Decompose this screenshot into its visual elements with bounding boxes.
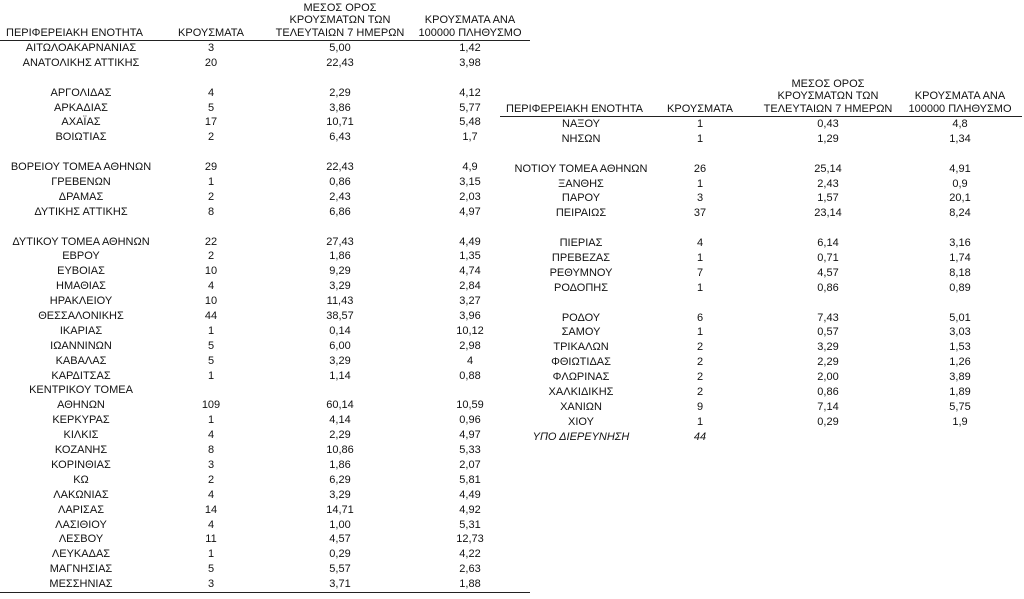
avg-cell: 22,43 bbox=[326, 161, 354, 174]
region-cell: ΚΑΡΔΙΤΣΑΣ bbox=[51, 369, 111, 382]
region-cell: ΘΕΣΣΑΛΟΝΙΚΗΣ bbox=[38, 310, 124, 323]
region-cell: ΦΛΩΡΙΝΑΣ bbox=[552, 371, 610, 384]
avg-cell: 10,86 bbox=[326, 444, 354, 457]
region-cell: ΠΑΡΟΥ bbox=[561, 192, 601, 205]
region-cell: ΚΕΝΤΡΙΚΟΥ ΤΟΜΕΑ bbox=[29, 384, 133, 397]
cases-cell: 1 bbox=[696, 281, 704, 294]
spacer-row bbox=[500, 147, 1022, 162]
region-cell: ΤΡΙΚΑΛΩΝ bbox=[553, 341, 609, 354]
region-cell: ΓΡΕΒΕΝΩΝ bbox=[51, 176, 111, 189]
per-cell: 2,63 bbox=[459, 563, 481, 576]
per-cell: 4,97 bbox=[459, 429, 481, 442]
per-cell: 4,91 bbox=[949, 162, 971, 175]
region-cell: ΦΘΙΩΤΙΔΑΣ bbox=[551, 356, 611, 369]
cases-cell: 1 bbox=[207, 324, 215, 337]
region-cell: ΡΟΔΟΠΗΣ bbox=[553, 281, 609, 294]
per-cell: 3,89 bbox=[949, 371, 971, 384]
avg-cell: 1,86 bbox=[329, 458, 351, 471]
region-cell: ΝΟΤΙΟΥ ΤΟΜΕΑ ΑΘΗΝΩΝ bbox=[514, 162, 648, 175]
cases-cell: 22 bbox=[204, 235, 218, 248]
per-cell: 5,75 bbox=[949, 400, 971, 413]
per-cell: 4,9 bbox=[462, 161, 478, 174]
cases-cell: 14 bbox=[204, 503, 218, 516]
cases-cell: 2 bbox=[696, 371, 704, 384]
table-row bbox=[0, 130, 530, 145]
table-row bbox=[0, 488, 530, 503]
region-cell: ΙΚΑΡΙΑΣ bbox=[59, 324, 103, 337]
cases-cell: 1 bbox=[207, 369, 215, 382]
table-row bbox=[0, 339, 530, 354]
region-cell: ΑΝΑΤΟΛΙΚΗΣ ΑΤΤΙΚΗΣ bbox=[22, 56, 140, 69]
avg-cell: 3,71 bbox=[329, 578, 351, 591]
avg-cell: 0,14 bbox=[329, 324, 351, 337]
region-cell: ΜΑΓΝΗΣΙΑΣ bbox=[49, 563, 113, 576]
table-row bbox=[0, 577, 530, 592]
cases-cell: 6 bbox=[696, 311, 704, 324]
per-cell: 1,53 bbox=[949, 341, 971, 354]
cases-cell: 1 bbox=[696, 415, 704, 428]
region-cell: ΒΟΙΩΤΙΑΣ bbox=[55, 131, 107, 144]
table-row bbox=[0, 443, 530, 458]
avg-cell: 27,43 bbox=[326, 235, 354, 248]
per-cell: 4,22 bbox=[459, 548, 481, 561]
region-cell: ΑΡΚΑΔΙΑΣ bbox=[54, 101, 108, 114]
per-cell: 5,48 bbox=[459, 116, 481, 129]
avg-cell: 3,29 bbox=[817, 341, 839, 354]
per-cell: 0,96 bbox=[459, 414, 481, 427]
per-cell: 3,03 bbox=[949, 326, 971, 339]
table-row bbox=[500, 400, 1022, 415]
cases-cell: 4 bbox=[207, 518, 215, 531]
region-cell: ΛΑΣΙΘΙΟΥ bbox=[55, 518, 107, 531]
avg-cell: 22,43 bbox=[326, 56, 354, 69]
cases-cell: 29 bbox=[204, 161, 218, 174]
table-row bbox=[0, 101, 530, 116]
region-cell: ΠΙΕΡΙΑΣ bbox=[559, 237, 603, 250]
avg-cell: 2,43 bbox=[329, 190, 351, 203]
per-cell: 4,8 bbox=[952, 118, 968, 130]
avg-cell: 1,29 bbox=[817, 132, 839, 145]
cases-cell: 3 bbox=[207, 578, 215, 591]
table-row bbox=[0, 518, 530, 533]
cases-cell: 3 bbox=[207, 458, 215, 471]
spacer-row bbox=[0, 145, 530, 160]
table-row bbox=[0, 249, 530, 264]
cases-cell: 9 bbox=[696, 400, 704, 413]
avg-cell: 0,86 bbox=[817, 386, 839, 399]
cases-cell: 10 bbox=[204, 265, 218, 278]
avg-cell: 7,14 bbox=[817, 400, 839, 413]
table-row bbox=[500, 415, 1022, 430]
table-row bbox=[0, 235, 530, 250]
per-header-line2: 100000 ΠΛΗΘΥΣΜΟ bbox=[908, 102, 1012, 115]
avg-header-line1: ΜΕΣΟΣ ΟΡΟΣ bbox=[303, 1, 377, 14]
cases-cell: 4 bbox=[207, 429, 215, 442]
cases-cell: 1 bbox=[207, 176, 215, 189]
per-cell: 20,1 bbox=[949, 192, 971, 205]
avg-cell: 0,86 bbox=[329, 176, 351, 189]
cases-cell: 37 bbox=[693, 207, 707, 220]
avg-cell: 0,29 bbox=[817, 415, 839, 428]
region-header-label: ΠΕΡΙΦΕΡΕΙΑΚΗ ΕΝΟΤΗΤΑ bbox=[6, 26, 143, 39]
cases-cell: 8 bbox=[207, 444, 215, 457]
avg-cell: 4,57 bbox=[329, 533, 351, 546]
avg-cell: 2,29 bbox=[329, 429, 351, 442]
table-row bbox=[0, 205, 530, 220]
table-row bbox=[500, 251, 1022, 266]
cases-header-label: ΚΡΟΥΣΜΑΤΑ bbox=[667, 102, 733, 115]
region-cell: ΗΡΑΚΛΕΙΟΥ bbox=[49, 295, 113, 308]
spacer-row bbox=[500, 221, 1022, 236]
per-cell: 1,35 bbox=[459, 250, 481, 263]
per-cell: 4,12 bbox=[459, 86, 481, 99]
avg-cell: 3,86 bbox=[329, 101, 351, 114]
avg-cell: 3,29 bbox=[329, 280, 351, 293]
cases-cell: 10 bbox=[204, 295, 218, 308]
per-cell: 2,03 bbox=[459, 190, 481, 203]
table-row bbox=[0, 473, 530, 488]
region-cell: ΧΙΟΥ bbox=[568, 415, 594, 428]
avg-cell: 0,29 bbox=[329, 548, 351, 561]
avg-header bbox=[762, 78, 894, 116]
table-row bbox=[500, 311, 1022, 326]
region-cell: ΕΒΡΟΥ bbox=[62, 250, 100, 263]
region-cell: ΚΕΡΚΥΡΑΣ bbox=[52, 414, 110, 427]
table-row bbox=[0, 503, 530, 518]
table-row bbox=[0, 264, 530, 279]
region-header bbox=[506, 103, 643, 116]
per-cell: 1,74 bbox=[949, 252, 971, 265]
per-header-line1: ΚΡΟΥΣΜΑΤΑ ΑΝΑ bbox=[914, 90, 1006, 102]
region-cell: ΚΟΡΙΝΘΙΑΣ bbox=[51, 458, 111, 471]
per-cell: 3,27 bbox=[459, 295, 481, 308]
per-cell: 3,16 bbox=[949, 237, 971, 250]
cases-cell: 8 bbox=[207, 205, 215, 218]
avg-cell: 5,00 bbox=[329, 42, 351, 54]
avg-header-line2: ΚΡΟΥΣΜΑΤΩΝ ΤΩΝ bbox=[289, 14, 391, 26]
region-cell: ΣΑΜΟΥ bbox=[561, 326, 601, 339]
table-row bbox=[0, 190, 530, 205]
spacer-row bbox=[0, 220, 530, 235]
table-row bbox=[500, 266, 1022, 281]
avg-header-line2: ΚΡΟΥΣΜΑΤΩΝ ΤΩΝ bbox=[777, 90, 879, 102]
right-cases-table bbox=[500, 76, 1022, 445]
spacer-row bbox=[0, 71, 530, 86]
cases-cell: 5 bbox=[207, 354, 215, 367]
avg-cell: 1,86 bbox=[329, 250, 351, 263]
avg-cell: 25,14 bbox=[814, 162, 842, 175]
per-cell: 1,42 bbox=[459, 42, 481, 54]
table-row bbox=[500, 177, 1022, 192]
table-row bbox=[0, 175, 530, 190]
region-cell: ΗΜΑΘΙΑΣ bbox=[56, 280, 106, 293]
avg-cell: 2,43 bbox=[817, 177, 839, 190]
table-row bbox=[500, 325, 1022, 340]
cases-cell: 4 bbox=[207, 488, 215, 501]
per-cell: 8,24 bbox=[949, 207, 971, 220]
avg-cell: 1,00 bbox=[329, 518, 351, 531]
region-cell: ΑΘΗΝΩΝ bbox=[57, 399, 105, 412]
table-row bbox=[0, 324, 530, 339]
avg-cell: 6,29 bbox=[329, 473, 351, 486]
per-cell: 3,98 bbox=[459, 56, 481, 69]
per-cell: 0,89 bbox=[949, 281, 971, 294]
cases-cell: 3 bbox=[696, 192, 704, 205]
region-cell: ΡΟΔΟΥ bbox=[561, 311, 601, 324]
per-cell: 5,01 bbox=[949, 311, 971, 324]
per-cell: 1,34 bbox=[949, 132, 971, 145]
per-cell: 2,84 bbox=[459, 280, 481, 293]
cases-cell: 5 bbox=[207, 563, 215, 576]
cases-cell: 1 bbox=[207, 414, 215, 427]
table-row bbox=[0, 160, 530, 175]
avg-cell: 2,29 bbox=[817, 356, 839, 369]
per-cell: 2,07 bbox=[459, 458, 481, 471]
cases-cell: 17 bbox=[204, 116, 218, 129]
avg-header-line3: ΤΕΛΕΥΤΑΙΩΝ 7 ΗΜΕΡΩΝ bbox=[275, 26, 405, 39]
cases-header-label: ΚΡΟΥΣΜΑΤΑ bbox=[178, 26, 244, 39]
per-cell: 4,97 bbox=[459, 205, 481, 218]
per-cell: 5,33 bbox=[459, 444, 481, 457]
table-row bbox=[500, 385, 1022, 400]
table-row bbox=[0, 354, 530, 369]
avg-cell: 0,57 bbox=[817, 326, 839, 339]
per-cell: 12,73 bbox=[456, 533, 484, 546]
avg-cell: 3,29 bbox=[329, 488, 351, 501]
region-cell: ΚΩ bbox=[73, 473, 89, 486]
table-row bbox=[0, 56, 530, 71]
avg-cell: 7,43 bbox=[817, 311, 839, 324]
region-cell: ΔΥΤΙΚΗΣ ΑΤΤΙΚΗΣ bbox=[34, 205, 128, 218]
per-header bbox=[414, 14, 526, 39]
per-cell: 1,9 bbox=[952, 415, 968, 428]
table-row bbox=[0, 562, 530, 577]
region-cell: ΠΡΕΒΕΖΑΣ bbox=[551, 252, 611, 265]
avg-cell: 14,71 bbox=[326, 503, 354, 516]
right-table-body bbox=[500, 117, 1022, 445]
right-table-header bbox=[500, 76, 1022, 117]
region-cell: ΚΟΖΑΝΗΣ bbox=[54, 444, 108, 457]
table-row bbox=[0, 309, 530, 324]
cases-cell: 2 bbox=[696, 341, 704, 354]
region-header-label: ΠΕΡΙΦΕΡΕΙΑΚΗ ΕΝΟΤΗΤΑ bbox=[506, 102, 643, 115]
table-row bbox=[0, 413, 530, 428]
per-cell: 1,26 bbox=[949, 356, 971, 369]
region-cell: ΚΙΛΚΙΣ bbox=[63, 429, 99, 442]
avg-cell: 38,57 bbox=[326, 310, 354, 323]
left-table-header bbox=[0, 0, 530, 41]
per-header-line1: ΚΡΟΥΣΜΑΤΑ ΑΝΑ bbox=[424, 14, 516, 26]
cases-cell: 2 bbox=[696, 356, 704, 369]
per-cell: 5,81 bbox=[459, 473, 481, 486]
avg-cell: 10,71 bbox=[326, 116, 354, 129]
cases-cell: 44 bbox=[693, 430, 707, 443]
table-row bbox=[0, 115, 530, 130]
cases-header bbox=[666, 103, 734, 116]
cases-cell: 7 bbox=[696, 266, 704, 279]
avg-cell: 23,14 bbox=[814, 207, 842, 220]
cases-cell: 1 bbox=[696, 326, 704, 339]
cases-cell: 1 bbox=[696, 252, 704, 265]
table-row bbox=[0, 41, 530, 56]
avg-cell: 60,14 bbox=[326, 399, 354, 412]
table-row bbox=[500, 430, 1022, 445]
region-cell: ΛΕΣΒΟΥ bbox=[58, 533, 104, 546]
region-cell: ΧΑΝΙΩΝ bbox=[560, 400, 602, 413]
cases-cell: 2 bbox=[207, 190, 215, 203]
avg-cell: 0,71 bbox=[817, 252, 839, 265]
cases-cell: 1 bbox=[696, 132, 704, 145]
per-cell: 4,49 bbox=[459, 235, 481, 248]
table-row bbox=[0, 294, 530, 309]
table-row bbox=[500, 162, 1022, 177]
region-cell: ΑΡΓΟΛΙΔΑΣ bbox=[50, 86, 112, 99]
per-cell: 1,88 bbox=[459, 578, 481, 591]
avg-header-line1: ΜΕΣΟΣ ΟΡΟΣ bbox=[791, 77, 865, 90]
cases-cell: 2 bbox=[207, 473, 215, 486]
cases-cell: 2 bbox=[696, 386, 704, 399]
region-cell: ΥΠΟ ΔΙΕΡΕΥΝΗΣΗ bbox=[532, 430, 630, 443]
region-cell: ΑΧΑΪΑΣ bbox=[61, 116, 101, 129]
per-cell: 3,96 bbox=[459, 310, 481, 323]
avg-header bbox=[272, 2, 408, 40]
cases-cell: 1 bbox=[207, 548, 215, 561]
table-row bbox=[500, 191, 1022, 206]
table-row bbox=[0, 532, 530, 547]
per-cell: 10,59 bbox=[456, 399, 484, 412]
table-row bbox=[500, 340, 1022, 355]
cases-cell: 2 bbox=[207, 250, 215, 263]
avg-cell: 1,14 bbox=[329, 369, 351, 382]
avg-cell: 3,29 bbox=[329, 354, 351, 367]
cases-cell: 1 bbox=[696, 177, 704, 190]
per-cell: 0,9 bbox=[952, 177, 968, 190]
avg-header-line3: ΤΕΛΕΥΤΑΙΩΝ 7 ΗΜΕΡΩΝ bbox=[763, 102, 893, 115]
per-cell: 0,88 bbox=[459, 369, 481, 382]
table-row bbox=[0, 279, 530, 294]
per-cell: 8,18 bbox=[949, 266, 971, 279]
cases-cell: 11 bbox=[205, 533, 217, 546]
avg-cell: 4,57 bbox=[817, 266, 839, 279]
per-cell: 1,89 bbox=[949, 386, 971, 399]
cases-cell: 4 bbox=[207, 86, 215, 99]
region-cell: ΔΡΑΜΑΣ bbox=[58, 190, 104, 203]
region-cell: ΠΕΙΡΑΙΩΣ bbox=[555, 207, 607, 220]
avg-cell: 6,43 bbox=[329, 131, 351, 144]
region-cell: ΔΥΤΙΚΟΥ ΤΟΜΕΑ ΑΘΗΝΩΝ bbox=[12, 235, 150, 248]
region-cell: ΞΑΝΘΗΣ bbox=[558, 177, 604, 190]
avg-cell: 1,57 bbox=[817, 192, 839, 205]
region-cell: ΛΕΥΚΑΔΑΣ bbox=[51, 548, 111, 561]
cases-cell: 20 bbox=[204, 56, 218, 69]
table-row bbox=[0, 398, 530, 413]
region-cell: ΑΙΤΩΛΟΑΚΑΡΝΑΝΙΑΣ bbox=[25, 42, 137, 54]
cases-cell: 3 bbox=[207, 42, 215, 54]
avg-cell: 2,00 bbox=[817, 371, 839, 384]
region-cell: ΜΕΣΣΗΝΙΑΣ bbox=[49, 578, 113, 591]
avg-cell: 6,86 bbox=[329, 205, 351, 218]
region-cell: ΛΑΚΩΝΙΑΣ bbox=[53, 488, 109, 501]
avg-cell: 4,14 bbox=[329, 414, 351, 427]
region-cell: ΝΗΣΩΝ bbox=[561, 132, 601, 145]
avg-cell: 0,43 bbox=[817, 118, 839, 130]
cases-cell: 4 bbox=[696, 237, 704, 250]
per-cell: 5,31 bbox=[459, 518, 481, 531]
cases-cell: 1 bbox=[696, 118, 704, 130]
table-row bbox=[500, 117, 1022, 132]
cases-header bbox=[166, 27, 256, 40]
avg-cell: 2,29 bbox=[329, 86, 351, 99]
cases-cell: 44 bbox=[204, 310, 218, 323]
region-cell: ΛΑΡΙΣΑΣ bbox=[57, 503, 104, 516]
table-row bbox=[500, 236, 1022, 251]
table-row bbox=[0, 86, 530, 101]
region-cell: ΚΑΒΑΛΑΣ bbox=[55, 354, 107, 367]
table-row bbox=[0, 369, 530, 384]
table-row bbox=[0, 547, 530, 562]
table-row bbox=[500, 132, 1022, 147]
per-cell: 2,98 bbox=[459, 339, 481, 352]
per-cell: 10,12 bbox=[456, 324, 484, 337]
left-table-body bbox=[0, 41, 530, 593]
per-cell: 4,74 bbox=[459, 265, 481, 278]
avg-cell: 6,14 bbox=[817, 237, 839, 250]
per-cell: 3,15 bbox=[459, 176, 481, 189]
per-cell: 4,92 bbox=[459, 503, 481, 516]
per-cell: 5,77 bbox=[459, 101, 481, 114]
cases-cell: 5 bbox=[207, 339, 215, 352]
region-header bbox=[6, 27, 143, 40]
table-row bbox=[0, 458, 530, 473]
cases-cell: 5 bbox=[207, 101, 215, 114]
cases-cell: 26 bbox=[693, 162, 707, 175]
table-row bbox=[500, 206, 1022, 221]
region-cell: ΒΟΡΕΙΟΥ ΤΟΜΕΑ ΑΘΗΝΩΝ bbox=[10, 161, 152, 174]
region-cell: ΝΑΞΟΥ bbox=[562, 118, 600, 130]
table-row bbox=[0, 383, 530, 398]
region-cell: ΕΥΒΟΙΑΣ bbox=[57, 265, 105, 278]
per-cell: 4 bbox=[466, 354, 474, 367]
per-header bbox=[902, 90, 1018, 115]
avg-cell: 0,86 bbox=[817, 281, 839, 294]
table-row bbox=[500, 370, 1022, 385]
region-cell: ΙΩΑΝΝΙΝΩΝ bbox=[50, 339, 112, 352]
avg-cell: 5,57 bbox=[329, 563, 351, 576]
region-cell: ΧΑΛΚΙΔΙΚΗΣ bbox=[548, 386, 614, 399]
cases-cell: 109 bbox=[201, 399, 221, 412]
avg-cell: 6,00 bbox=[329, 339, 351, 352]
table-row bbox=[500, 281, 1022, 296]
table-row bbox=[500, 355, 1022, 370]
cases-cell: 2 bbox=[207, 131, 215, 144]
avg-cell: 9,29 bbox=[329, 265, 351, 278]
per-cell: 4,49 bbox=[459, 488, 481, 501]
avg-cell: 11,43 bbox=[326, 295, 354, 308]
per-header-line2: 100000 ΠΛΗΘΥΣΜΟ bbox=[418, 26, 522, 39]
spacer-row bbox=[500, 296, 1022, 311]
cases-cell: 4 bbox=[207, 280, 215, 293]
per-cell: 1,7 bbox=[462, 131, 478, 144]
region-cell: ΡΕΘΥΜΝΟΥ bbox=[549, 266, 613, 279]
table-row bbox=[0, 428, 530, 443]
